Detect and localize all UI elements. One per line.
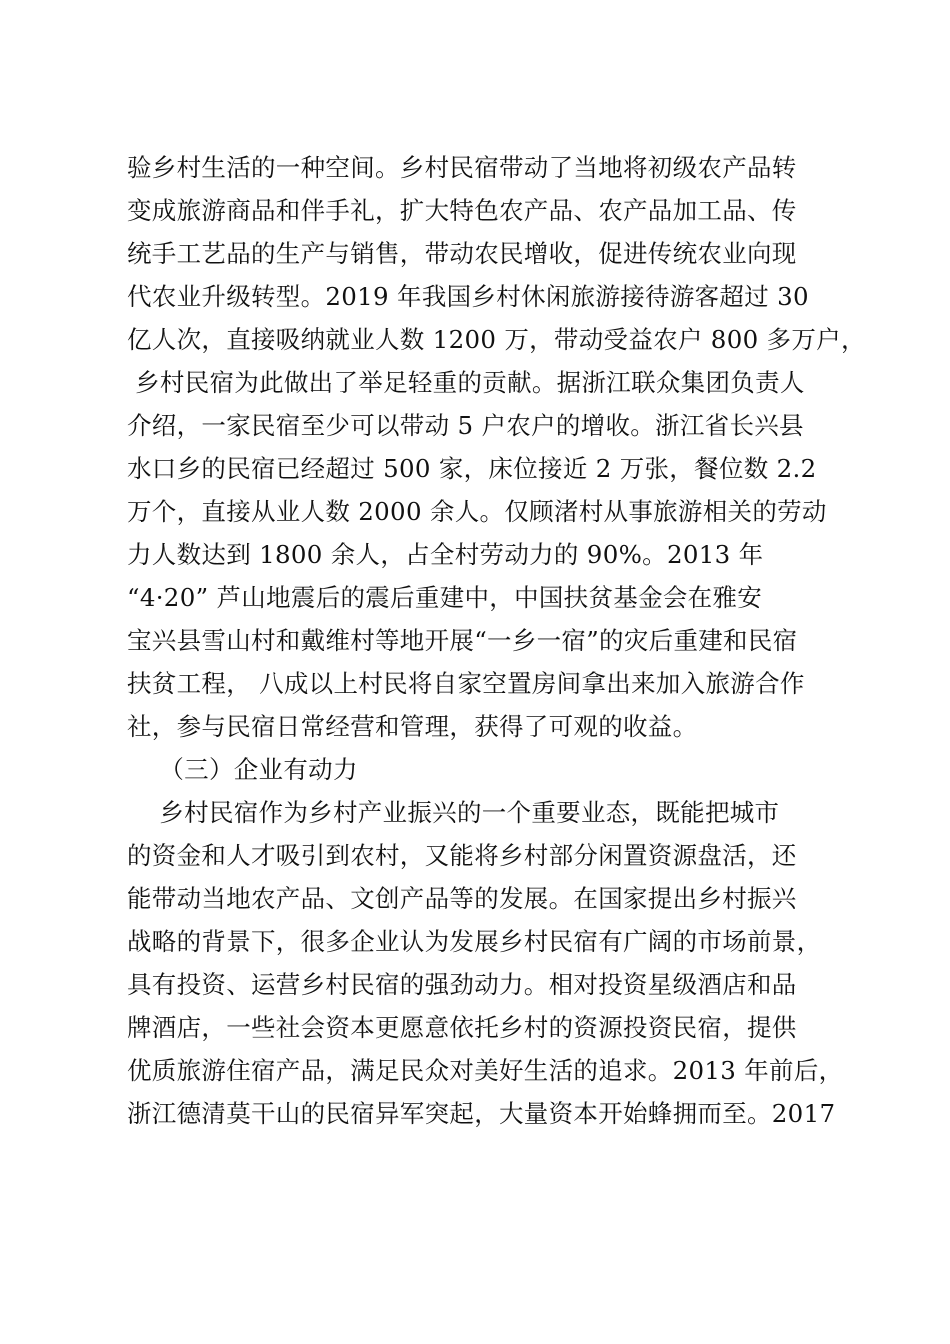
section-heading: （三）企业有动力 [127, 755, 358, 784]
text-line: 能带动当地农产品、文创产品等的发展。在国家提出乡村振兴 [127, 884, 797, 913]
text-line: 万个，直接从业人数 2000 余人。仅顾渚村从事旅游相关的劳动 [127, 497, 827, 526]
text-line: 牌酒店，一些社会资本更愿意依托乡村的资源投资民宿，提供 [127, 1013, 797, 1042]
text-line: 统手工艺品的生产与销售，带动农民增收，促进传统农业向现 [127, 239, 797, 268]
text-line: 介绍，一家民宿至少可以带动 5 户农户的增收。浙江省长兴县 [127, 411, 804, 440]
text-line: 亿人次，直接吸纳就业人数 1200 万，带动受益农户 800 多万户， [127, 325, 866, 354]
text-line: 浙江德清莫干山的民宿异军突起，大量资本开始蜂拥而至。2017 [127, 1099, 836, 1128]
text-line: 验乡村生活的一种空间。乡村民宿带动了当地将初级农产品转 [127, 153, 797, 182]
text-line: 社，参与民宿日常经营和管理，获得了可观的收益。 [127, 712, 698, 741]
text-line: 扶贫工程， 八成以上村民将自家空置房间拿出来加入旅游合作 [127, 669, 805, 698]
text-line: “4·20” 芦山地震后的震后重建中，中国扶贫基金会在雅安 [127, 583, 763, 612]
text-line: 优质旅游住宿产品，满足民众对美好生活的追求。2013 年前后， [127, 1056, 844, 1085]
text-line: 代农业升级转型。2019 年我国乡村休闲旅游接待游客超过 30 [127, 282, 809, 311]
text-line: 具有投资、运营乡村民宿的强劲动力。相对投资星级酒店和品 [127, 970, 797, 999]
text-line: 乡村民宿作为乡村产业振兴的一个重要业态，既能把城市 [127, 798, 780, 827]
text-line: 战略的背景下，很多企业认为发展乡村民宿有广阔的市场前景， [127, 927, 822, 956]
text-line: 的资金和人才吸引到农村，又能将乡村部分闲置资源盘活，还 [127, 841, 797, 870]
text-line: 力人数达到 1800 余人，占全村劳动力的 90%。2013 年 [127, 540, 764, 569]
text-line: 水口乡的民宿已经超过 500 家，床位接近 2 万张，餐位数 2.2 [127, 454, 817, 483]
text-line: 乡村民宿为此做出了举足轻重的贡献。据浙江联众集团负责人 [127, 368, 805, 397]
text-line: 宝兴县雪山村和戴维村等地开展“一乡一宿”的灾后重建和民宿 [127, 626, 798, 655]
text-line: 变成旅游商品和伴手礼，扩大特色农产品、农产品加工品、传 [127, 196, 797, 225]
